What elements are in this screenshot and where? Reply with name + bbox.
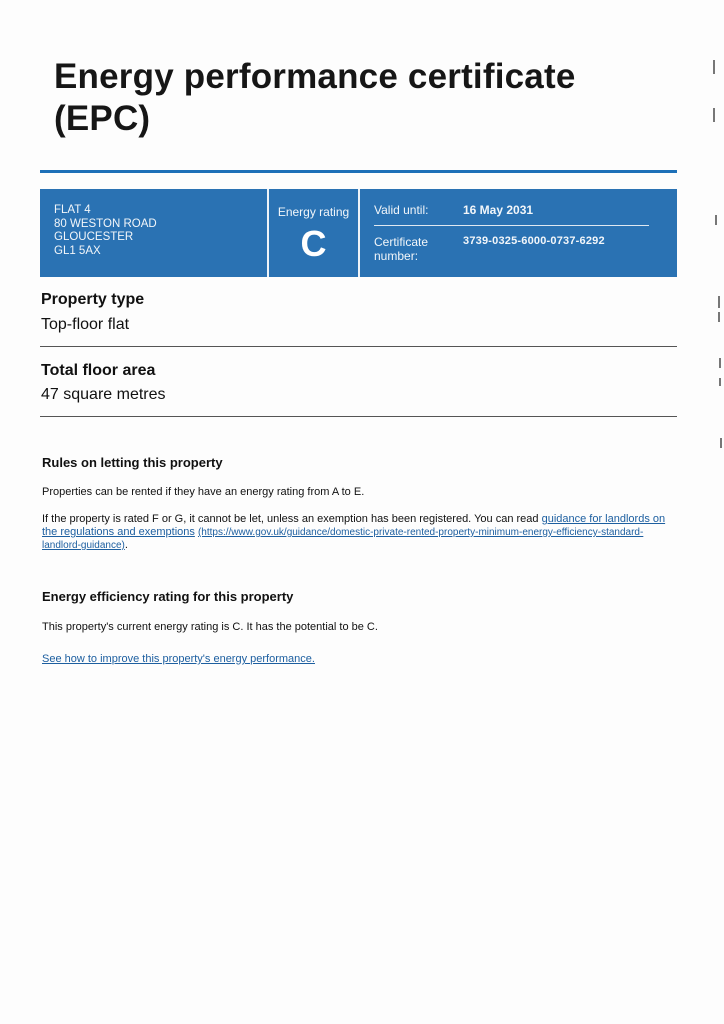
letting-rules-end: . bbox=[124, 539, 128, 551]
landlord-guidance-url[interactable]: (https://www.gov.uk/guidance/domestic-private-rented-property-minimum-energy-efficiency-standard-landlord-guidance) bbox=[42, 527, 644, 551]
address-line-1: FLAT 4 bbox=[54, 204, 91, 216]
title-line-2: (EPC) bbox=[54, 99, 151, 138]
address-line-2: 80 WESTON ROAD bbox=[54, 217, 157, 230]
section-divider-2 bbox=[40, 416, 677, 417]
landlord-guidance-link[interactable]: guidance for landlords on the regulations and exemptions bbox=[42, 513, 666, 538]
property-type-value: Top-floor flat bbox=[41, 316, 130, 333]
floor-area-value: 47 square metres bbox=[41, 386, 166, 403]
epc-summary-banner bbox=[40, 189, 677, 277]
letting-rules-paragraph-2 bbox=[42, 513, 682, 552]
floor-area-heading: Total floor area bbox=[41, 362, 156, 379]
section-divider-1 bbox=[40, 346, 677, 347]
scan-artifact bbox=[720, 438, 722, 448]
property-type-heading: Property type bbox=[41, 291, 145, 308]
scan-artifact bbox=[719, 358, 721, 368]
energy-rating-label: Energy rating bbox=[277, 205, 350, 219]
property-address bbox=[54, 204, 157, 258]
address-line-4: GL1 5AX bbox=[54, 244, 101, 257]
scan-artifact bbox=[719, 378, 721, 386]
efficiency-paragraph: This property's current energy rating is C. It has the potential to be C. bbox=[42, 621, 378, 633]
banner-divider-right bbox=[358, 189, 360, 277]
letting-rules-text: If the property is rated F or G, it cannot be let, unless an exemption has been registered. You can read bbox=[42, 513, 542, 525]
valid-until-label: Valid until: bbox=[374, 203, 429, 217]
letting-rules-heading: Rules on letting this property bbox=[42, 455, 223, 470]
scan-artifact bbox=[713, 60, 715, 74]
page-title bbox=[54, 56, 575, 140]
efficiency-paragraph-link bbox=[42, 653, 682, 666]
scan-artifact bbox=[718, 296, 720, 308]
improve-performance-link[interactable]: See how to improve this property's energy performance. bbox=[42, 653, 315, 665]
scan-artifact bbox=[718, 312, 720, 322]
efficiency-heading: Energy efficiency rating for this property bbox=[42, 589, 294, 604]
certificate-number-value: 3739-0325-6000-0737-6292 bbox=[463, 235, 605, 247]
scan-artifact bbox=[715, 215, 717, 225]
letting-rules-paragraph-1: Properties can be rented if they have an energy rating from A to E. bbox=[42, 486, 365, 498]
energy-rating-box bbox=[269, 189, 358, 277]
banner-inner-divider bbox=[374, 225, 649, 226]
address-line-3: GLOUCESTER bbox=[54, 231, 134, 243]
valid-until-value: 16 May 2031 bbox=[463, 203, 534, 217]
energy-rating-letter: C bbox=[300, 223, 327, 264]
title-divider bbox=[40, 170, 677, 173]
certificate-number-label: Certificate number: bbox=[374, 235, 429, 263]
title-line-1: Energy performance certificate bbox=[54, 57, 576, 96]
scan-artifact bbox=[713, 108, 715, 122]
